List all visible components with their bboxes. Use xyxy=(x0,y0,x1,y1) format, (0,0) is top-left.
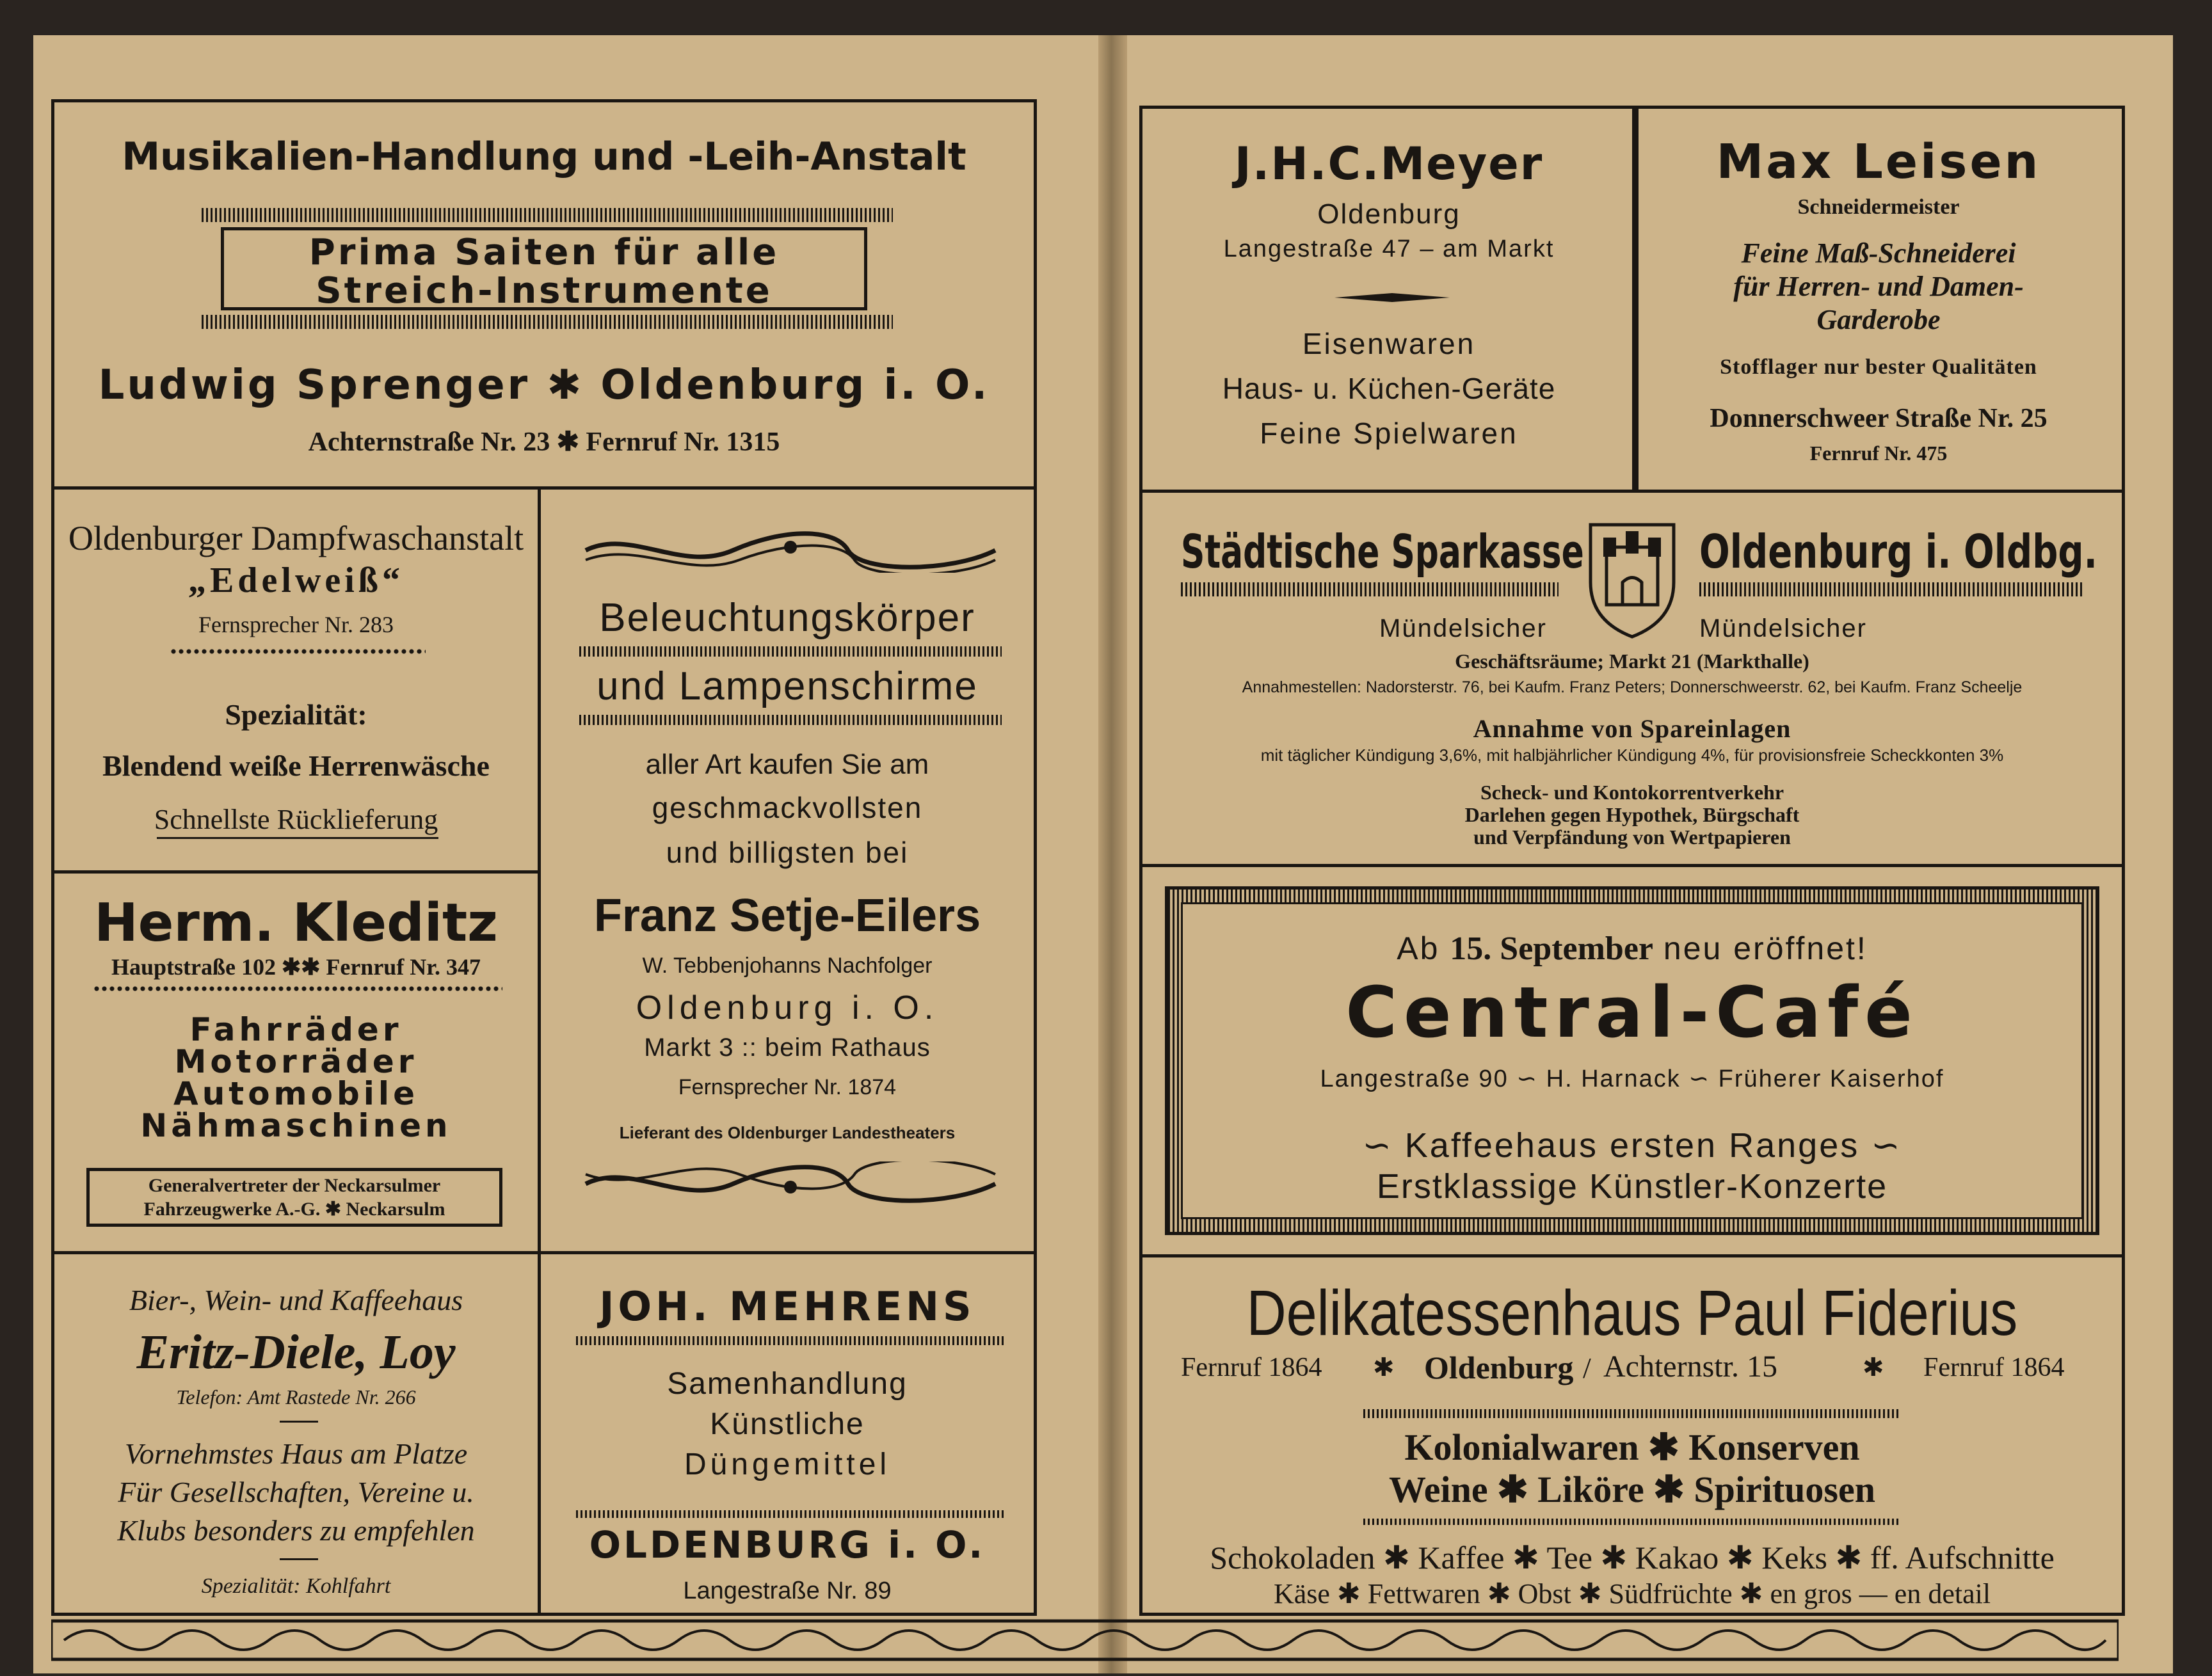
meyer-name: J.H.C.Meyer xyxy=(1234,138,1544,190)
cafe-date: 15. September xyxy=(1450,930,1654,967)
fiderius-f1: Fernruf 1864 xyxy=(1181,1353,1322,1382)
kleditz-gv2: Fahrzeugwerke A.-G. ✱ Neckarsulm xyxy=(143,1199,445,1220)
ad-central-cafe xyxy=(1139,864,2125,1257)
setje-ornament-top xyxy=(579,528,1002,573)
fiderius-l1: Schokoladen ✱ Kaffee ✱ Tee ✱ Kakao ✱ Keks ✱ ff. Aufschnitte xyxy=(1210,1540,2055,1576)
setje-phone: Fernsprecher Nr. 1874 xyxy=(678,1075,897,1099)
setje-t2: geschmackvollsten xyxy=(652,791,923,824)
cafe-post: neu eröffnet! xyxy=(1663,930,1868,966)
musik-address: Achternstraße Nr. 23 ✱ Fernruf Nr. 1315 xyxy=(308,427,780,457)
kleditz-gv1: Generalvertreter der Neckarsulmer xyxy=(148,1175,441,1196)
ad-fiderius xyxy=(1139,1254,2125,1616)
mehrens-city: OLDENBURG i. O. xyxy=(589,1523,986,1567)
ad-eritz-diele xyxy=(51,1251,541,1616)
loy-p1: Vornehmstes Haus am Platze xyxy=(124,1437,468,1470)
kleditz-item-3: Automobile xyxy=(173,1075,419,1112)
loy-p3: Klubs besonders zu empfehlen xyxy=(117,1514,475,1547)
meyer-l2: Haus- u. Küchen-Geräte xyxy=(1222,372,1556,405)
ad-mehrens xyxy=(538,1251,1037,1616)
meyer-city: Oldenburg xyxy=(1317,198,1461,230)
sparkasse-left: Städtische Sparkasse xyxy=(1181,525,1584,579)
cafe-hatched-frame xyxy=(1165,886,2099,1235)
sparkasse-hatch-left xyxy=(1181,582,1559,596)
ad-dampfwasch xyxy=(51,486,541,874)
cafe-l2: Erstklassige Künstler-Konzerte xyxy=(1376,1167,1888,1206)
leisen-sub: Schneidermeister xyxy=(1797,195,1960,219)
mehrens-hatch-2 xyxy=(576,1510,1005,1518)
musik-hatch-top xyxy=(202,208,893,222)
cafe-headline xyxy=(1183,930,2081,968)
kleditz-item-4: Nähmaschinen xyxy=(140,1107,452,1144)
footer-ornament-border xyxy=(51,1618,2119,1663)
dampf-fast: Schnellste Rücklieferung xyxy=(154,804,438,835)
kleditz-name: Herm. Kleditz xyxy=(94,893,498,954)
setje-ornament-bottom xyxy=(579,1161,1002,1206)
cafe-addr: Langestraße 90 ∽ H. Harnack ∽ Früherer Kaiserhof xyxy=(1320,1065,1944,1092)
dampf-spec: Spezialität: xyxy=(225,698,367,731)
mehrens-l1: Samenhandlung xyxy=(667,1367,908,1401)
sparkasse-coat-of-arms-icon xyxy=(1584,512,1680,640)
sparkasse-g2: Annahmestellen: Nadorsterstr. 76, bei Kaufm. Franz Peters; Donnerschweerstr. 62, bei Kaufm. Franz Scheelje xyxy=(1242,678,2023,696)
cafe-inner-panel xyxy=(1181,902,2083,1219)
musik-hatch-bottom xyxy=(202,315,893,329)
ad-musikalien xyxy=(51,99,1037,490)
loy-p2: Für Gesellschaften, Vereine u. xyxy=(118,1476,474,1508)
sparkasse-s1: Scheck- und Kontokorrentverkehr xyxy=(1480,781,1784,804)
fiderius-city: Oldenburg xyxy=(1424,1350,1574,1385)
musik-box-line1: Prima Saiten für alle xyxy=(309,232,780,273)
loy-name: Eritz-Diele, Loy xyxy=(136,1325,456,1379)
sparkasse-m1: Mündelsicher xyxy=(1379,614,1547,642)
leisen-s1: Feine Maß-Schneiderei xyxy=(1741,237,2016,269)
setje-lief: Lieferant des Oldenburger Landestheaters xyxy=(619,1123,956,1142)
meyer-l1: Eisenwaren xyxy=(1302,327,1476,360)
loy-rule-1 xyxy=(280,1421,318,1423)
setje-h2: und Lampenschirme xyxy=(597,664,978,708)
sparkasse-s2: Darlehen gegen Hypothek, Bürgschaft xyxy=(1464,803,1800,826)
sparkasse-a2: mit täglicher Kündigung 3,6%, mit halbjährlicher Kündigung 4%, für provisionsfreie Scheckkonten 3% xyxy=(1260,746,2004,765)
kleditz-item-2: Motorräder xyxy=(174,1043,418,1080)
mehrens-addr: Langestraße Nr. 89 xyxy=(683,1577,892,1604)
kleditz-dotrule xyxy=(93,986,502,992)
setje-t1: aller Art kaufen Sie am xyxy=(645,749,929,780)
setje-sub: W. Tebbenjohanns Nachfolger xyxy=(642,954,933,978)
fiderius-hatch-1 xyxy=(1363,1409,1901,1418)
dampf-phone: Fernsprecher Nr. 283 xyxy=(198,612,394,637)
setje-addr: Markt 3 :: beim Rathaus xyxy=(644,1034,931,1062)
sparkasse-s3: und Verpfändung von Wertpapieren xyxy=(1473,826,1791,849)
setje-city: Oldenburg i. O. xyxy=(636,989,939,1026)
sparkasse-a1: Annahme von Spareinlagen xyxy=(1473,714,1791,743)
book-gutter xyxy=(1098,35,1127,1673)
sparkasse-hatch-right xyxy=(1699,582,2083,596)
ad-kleditz xyxy=(51,870,541,1254)
fiderius-l2: Käse ✱ Fettwaren ✱ Obst ✱ Südfrüchte ✱ en gros — en detail xyxy=(1273,1578,1991,1609)
dampf-dotrule xyxy=(170,648,426,655)
leisen-stoff: Stofflager nur bester Qualitäten xyxy=(1720,355,2037,379)
ad-leisen xyxy=(1632,106,2125,493)
sparkasse-g1: Geschäftsräume; Markt 21 (Markthalle) xyxy=(1455,650,1809,673)
mehrens-l2: Künstliche xyxy=(710,1407,865,1441)
ad-meyer xyxy=(1139,106,1639,493)
dampf-spec2: Blendend weiße Herrenwäsche xyxy=(102,749,490,782)
meyer-divider xyxy=(1334,291,1450,304)
loy-spec: Spezialität: Kohlfahrt xyxy=(201,1574,391,1598)
setje-hatch-2 xyxy=(579,715,1002,725)
setje-hatch-1 xyxy=(579,646,1002,657)
dampf-line1: Oldenburger Dampfwaschanstalt xyxy=(68,519,524,557)
meyer-addr: Langestraße 47 – am Markt xyxy=(1223,235,1555,262)
loy-tel: Telefon: Amt Rastede Nr. 266 xyxy=(176,1385,416,1409)
sparkasse-right: Oldenburg i. Oldbg. xyxy=(1699,525,2097,579)
dampf-underline xyxy=(157,837,438,839)
leisen-addr: Donnerschweer Straße Nr. 25 xyxy=(1710,404,2048,433)
loy-rule-2 xyxy=(280,1558,318,1560)
ad-setje-eilers xyxy=(538,486,1037,1254)
sparkasse-m2: Mündelsicher xyxy=(1699,614,1867,642)
setje-h1: Beleuchtungskörper xyxy=(599,596,975,640)
meyer-l3: Feine Spielwaren xyxy=(1260,417,1518,450)
ad-sparkasse xyxy=(1139,490,2125,867)
fiderius-k2: Weine ✱ Liköre ✱ Spirituosen xyxy=(1389,1469,1875,1510)
fiderius-name: Delikatessenhaus Paul Fiderius xyxy=(1246,1277,2018,1349)
leisen-s2: für Herren- und Damen- xyxy=(1733,271,2024,302)
kleditz-addr: Hauptstraße 102 ✱✱ Fernruf Nr. 347 xyxy=(111,954,481,980)
leisen-name: Max Leisen xyxy=(1716,134,2041,189)
fiderius-f2: Fernruf 1864 xyxy=(1923,1353,2065,1382)
musik-box-line2: Streich-Instrumente xyxy=(316,270,773,312)
cafe-pre: Ab xyxy=(1397,930,1440,966)
mehrens-name: JOH. MEHRENS xyxy=(599,1283,975,1330)
setje-name: Franz Setje-Eilers xyxy=(593,890,981,941)
dampf-line2: „Edelweiß“ xyxy=(188,561,404,600)
fiderius-hatch-2 xyxy=(1363,1519,1901,1525)
musik-inner-box xyxy=(221,227,867,310)
fiderius-k1: Kolonialwaren ✱ Konserven xyxy=(1404,1426,1860,1468)
musik-name: Ludwig Sprenger ✱ Oldenburg i. O. xyxy=(98,362,990,409)
fiderius-star-1: ✱ xyxy=(1373,1353,1395,1382)
musik-title: Musikalien-Handlung und -Leih-Anstalt xyxy=(122,134,966,179)
leisen-phone: Fernruf Nr. 475 xyxy=(1809,442,1948,465)
loy-line1: Bier-, Wein- und Kaffeehaus xyxy=(129,1284,463,1316)
cafe-l1: ∽ Kaffeehaus ersten Ranges ∽ xyxy=(1362,1126,1902,1165)
fiderius-star-2: ✱ xyxy=(1863,1353,1884,1382)
mehrens-l3: Düngemittel xyxy=(684,1448,891,1481)
cafe-name: Central-Café xyxy=(1345,971,1919,1053)
setje-t3: und billigsten bei xyxy=(666,836,909,869)
leisen-s3: Garderobe xyxy=(1816,304,1941,335)
fiderius-slash: / xyxy=(1583,1352,1591,1384)
fiderius-addr: Achternstr. 15 xyxy=(1603,1350,1777,1384)
kleditz-item-1: Fahrräder xyxy=(189,1011,403,1048)
mehrens-hatch-1 xyxy=(576,1336,1005,1345)
kleditz-gv-box xyxy=(86,1168,502,1227)
